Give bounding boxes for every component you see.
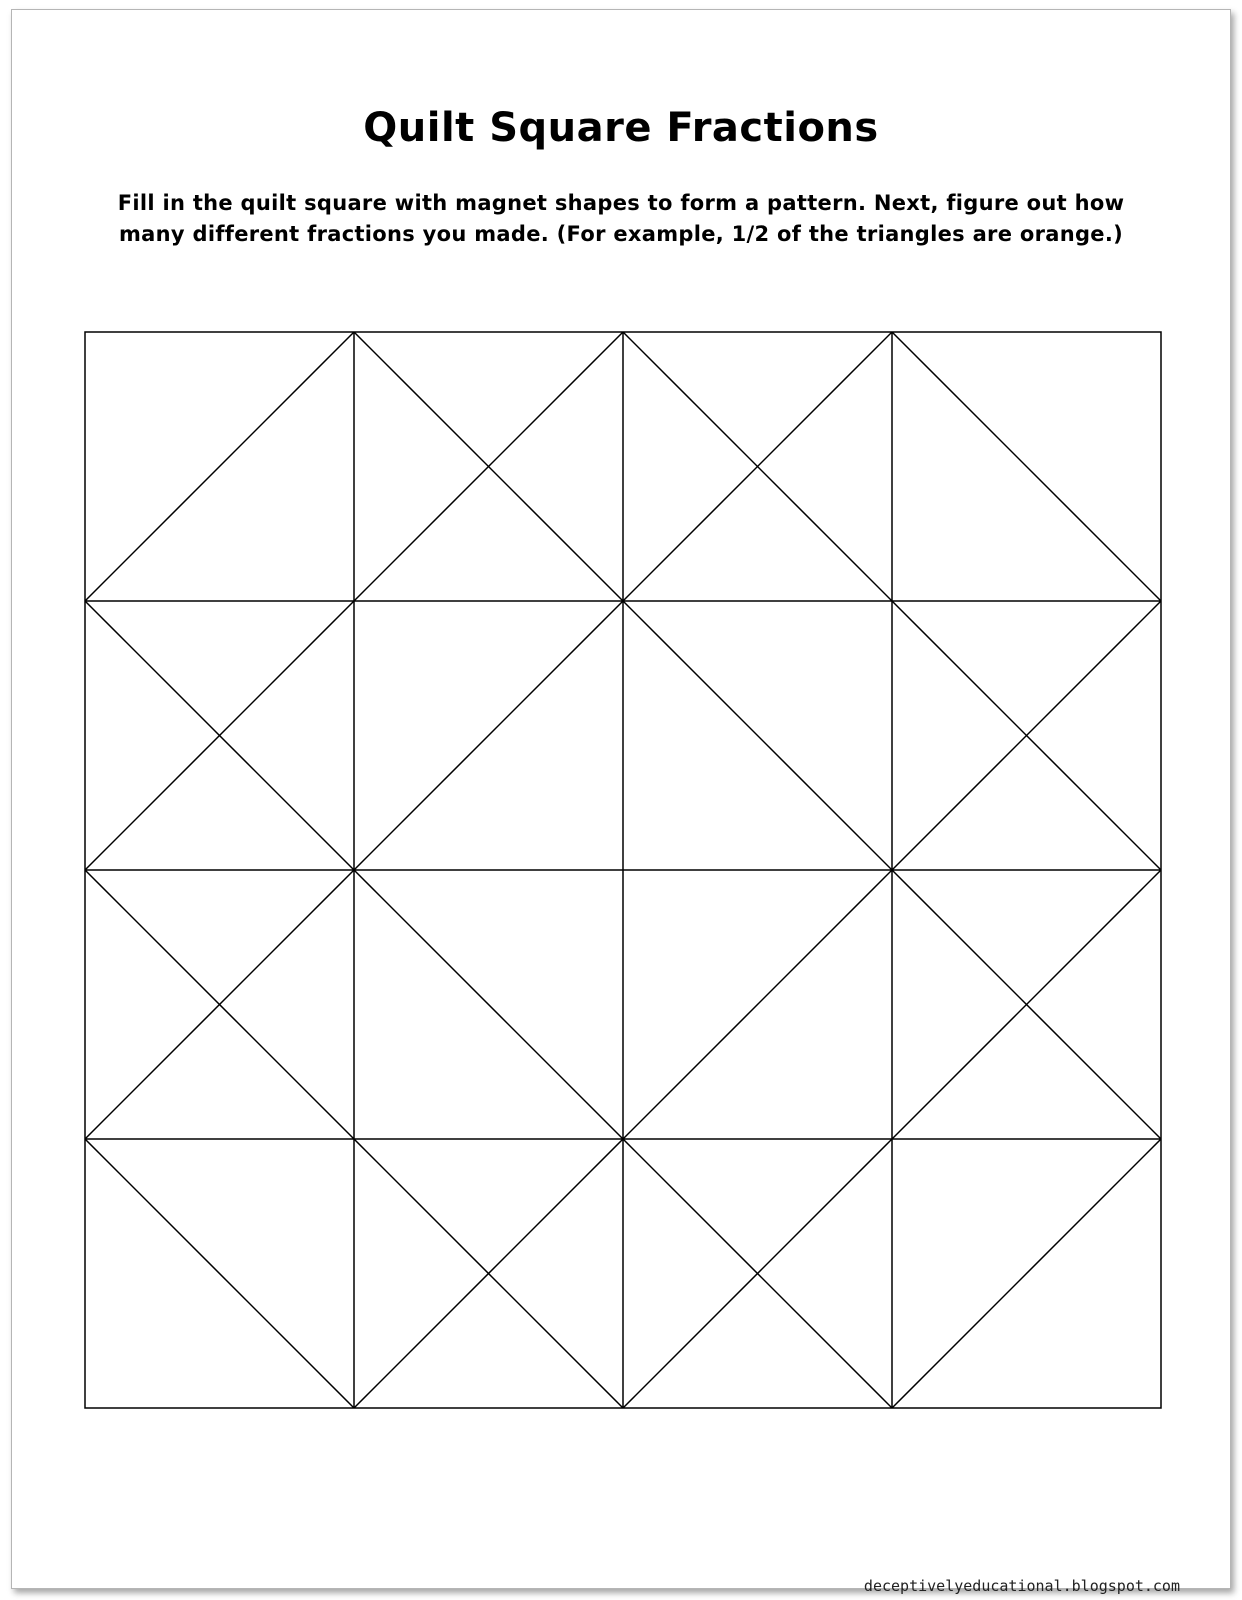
page-title: Quilt Square Fractions (363, 105, 879, 151)
quilt-diagonal (892, 332, 1161, 601)
quilt-diagonal (892, 1139, 1161, 1408)
quilt-diagonal (354, 601, 623, 870)
quilt-diagonal (85, 332, 354, 601)
quilt-diagonal (85, 1139, 354, 1408)
quilt-diagonal (354, 870, 623, 1139)
instructions-text: Fill in the quilt square with magnet shapes to form a pattern. Next, figure out how many different fractions you made. (For example, 1/2 of the triangles are orange.) (117, 191, 1125, 246)
quilt-diagonal (623, 601, 892, 870)
blog-url: deceptivelyeducational.blogspot.com (863, 1577, 1180, 1595)
quilt-diagonal (623, 870, 892, 1139)
